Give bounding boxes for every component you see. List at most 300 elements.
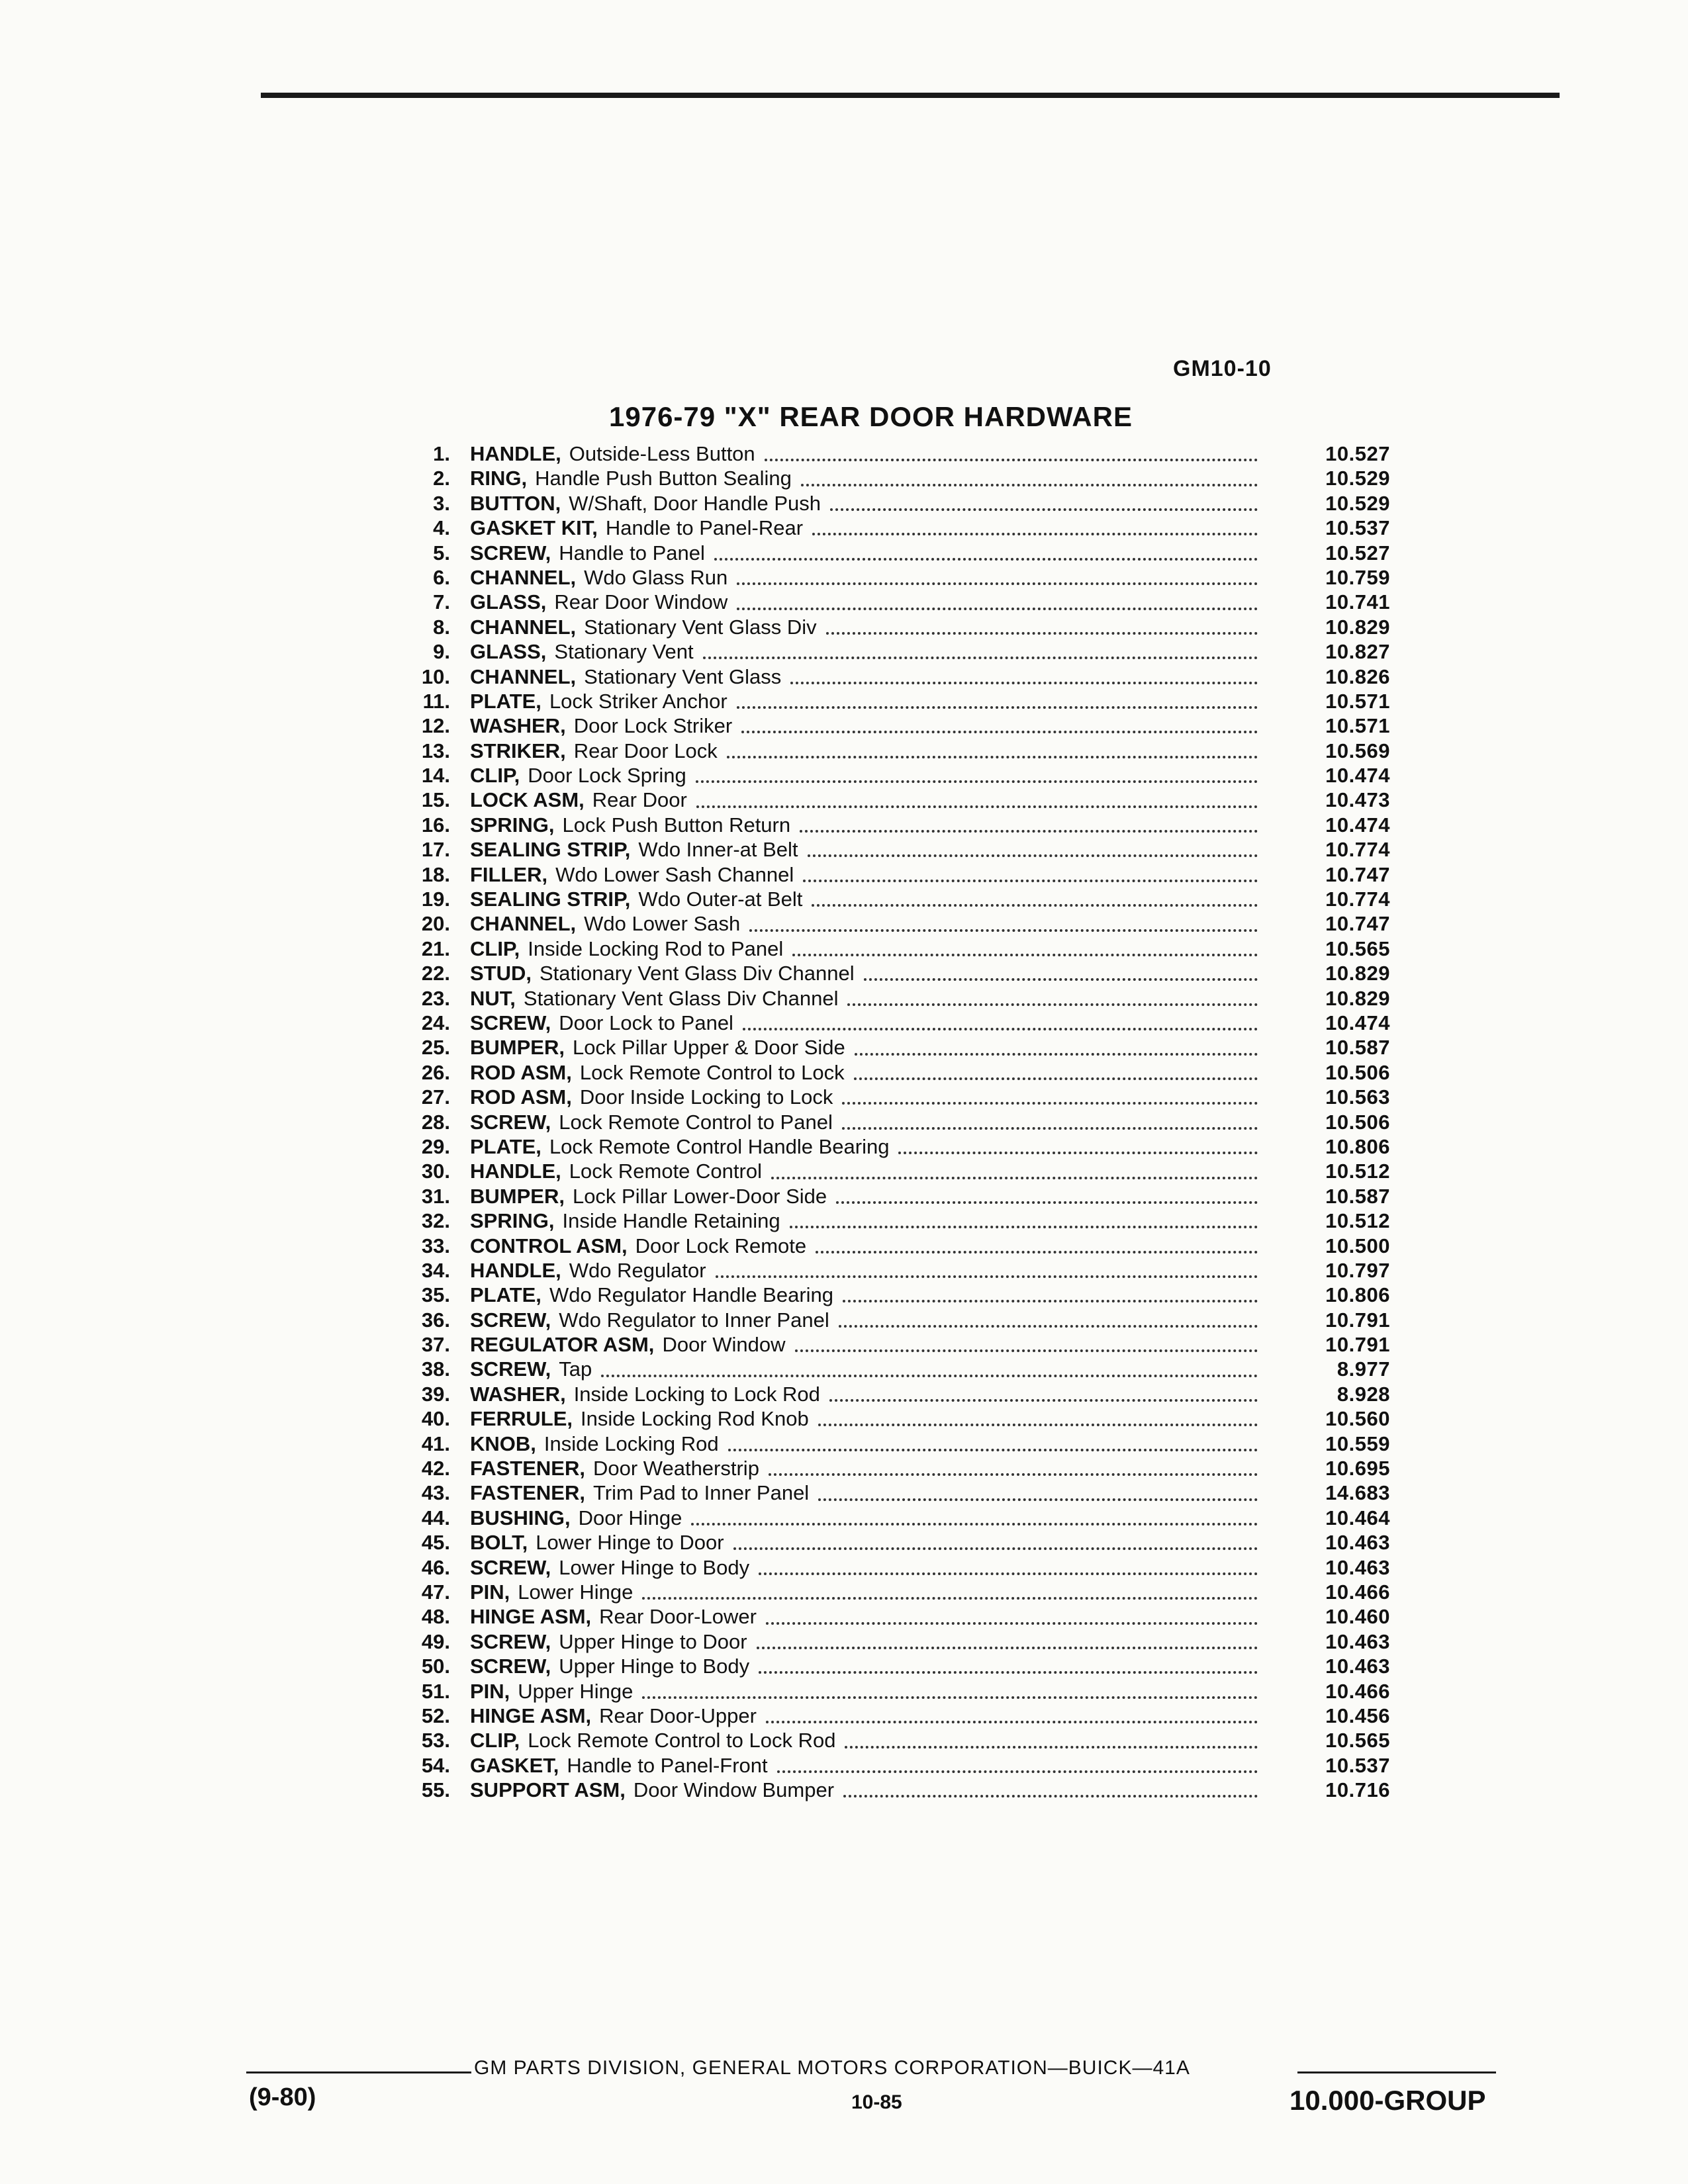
- item-description: Door Lock Striker: [573, 714, 733, 738]
- item-number: 48.: [421, 1605, 450, 1629]
- footer-date: (9-80): [249, 2083, 316, 2111]
- section-code: GM10-10: [1173, 356, 1272, 381]
- item-reference: 10.527: [1325, 442, 1390, 465]
- dot-leader: [795, 1349, 1258, 1352]
- dot-leader: [601, 1374, 1258, 1377]
- item-reference: 10.571: [1325, 689, 1390, 713]
- list-item: [397, 1531, 1390, 1555]
- item-description: Wdo Regulator Handle Bearing: [549, 1283, 834, 1307]
- dot-leader: [829, 1398, 1258, 1402]
- item-name: CHANNEL,: [470, 664, 577, 688]
- item-description: Handle Push Button Sealing: [535, 467, 792, 490]
- list-item: [397, 690, 1390, 714]
- item-description: Wdo Inner-at Belt: [638, 838, 798, 862]
- item-number: 22.: [421, 962, 450, 985]
- item-description: Lock Striker Anchor: [549, 689, 727, 713]
- item-name: LOCK ASM,: [470, 788, 585, 812]
- item-name: BUMPER,: [470, 1036, 565, 1060]
- item-number: 38.: [421, 1357, 450, 1381]
- item-reference: 10.563: [1325, 1085, 1390, 1109]
- item-reference: 10.529: [1325, 467, 1390, 490]
- item-description: Lock Push Button Return: [562, 813, 791, 837]
- list-item: [397, 1259, 1390, 1283]
- list-item: [397, 640, 1390, 664]
- dot-leader: [803, 879, 1258, 882]
- dot-leader: [792, 953, 1258, 956]
- list-item: [397, 1556, 1390, 1580]
- item-name: FASTENER,: [470, 1457, 585, 1480]
- dot-leader: [818, 1498, 1258, 1501]
- item-name: KNOB,: [470, 1432, 536, 1455]
- item-description: Lock Pillar Upper & Door Side: [572, 1036, 845, 1060]
- list-item: [397, 1432, 1390, 1457]
- item-name: NUT,: [470, 986, 516, 1010]
- dot-leader: [749, 929, 1258, 932]
- dot-leader: [812, 532, 1258, 535]
- item-name: RING,: [470, 467, 528, 490]
- item-name: HANDLE,: [470, 1258, 561, 1282]
- dot-leader: [812, 903, 1258, 907]
- dot-leader: [696, 805, 1258, 808]
- dot-leader: [839, 1324, 1258, 1328]
- dot-leader: [790, 681, 1258, 684]
- item-number: 19.: [421, 887, 450, 911]
- item-reference: 10.537: [1325, 516, 1390, 540]
- item-name: BUMPER,: [470, 1184, 565, 1208]
- item-name: WASHER,: [470, 1382, 566, 1406]
- item-reference: 10.500: [1325, 1234, 1390, 1257]
- list-item: [397, 1506, 1390, 1531]
- dot-leader: [766, 1621, 1258, 1625]
- item-description: Inside Locking to Lock Rod: [573, 1382, 820, 1406]
- list-item: [397, 1754, 1390, 1778]
- item-reference: 10.826: [1325, 664, 1390, 688]
- item-reference: 10.797: [1325, 1258, 1390, 1282]
- item-number: 31.: [421, 1184, 450, 1208]
- dot-leader: [737, 582, 1258, 585]
- item-description: Door Lock Remote: [635, 1234, 807, 1257]
- item-number: 26.: [421, 1060, 450, 1084]
- dot-leader: [854, 1077, 1258, 1080]
- list-item: [397, 1680, 1390, 1704]
- item-reference: 8.977: [1336, 1357, 1390, 1381]
- dot-leader: [830, 508, 1258, 511]
- item-reference: 10.695: [1325, 1457, 1390, 1480]
- list-item: [397, 1061, 1390, 1085]
- list-item: [397, 1481, 1390, 1506]
- list-item: [397, 887, 1390, 912]
- item-description: Inside Locking Rod Knob: [581, 1407, 809, 1431]
- item-name: SUPPORT ASM,: [470, 1778, 626, 1802]
- item-number: 30.: [421, 1160, 450, 1183]
- item-description: Wdo Regulator: [569, 1258, 706, 1282]
- item-description: Handle to Panel-Rear: [605, 516, 804, 540]
- item-name: ROD ASM,: [470, 1085, 572, 1109]
- item-reference: 10.466: [1325, 1580, 1390, 1604]
- dot-leader: [766, 1720, 1258, 1723]
- item-reference: 10.474: [1325, 764, 1390, 788]
- dot-leader: [836, 1201, 1258, 1204]
- item-reference: 10.460: [1325, 1605, 1390, 1629]
- item-name: PLATE,: [470, 1283, 541, 1307]
- item-reference: 10.829: [1325, 986, 1390, 1010]
- dot-leader: [800, 829, 1258, 833]
- item-number: 17.: [421, 838, 450, 862]
- item-reference: 10.560: [1325, 1407, 1390, 1431]
- item-name: SPRING,: [470, 813, 555, 837]
- list-item: [397, 1778, 1390, 1803]
- item-reference: 10.827: [1325, 640, 1390, 664]
- dot-leader: [703, 656, 1258, 659]
- item-name: BOLT,: [470, 1531, 528, 1555]
- item-description: Lock Remote Control Handle Bearing: [549, 1134, 890, 1158]
- dot-leader: [847, 1003, 1258, 1006]
- list-item: [397, 962, 1390, 986]
- item-number: 11.: [422, 689, 450, 713]
- item-number: 49.: [421, 1629, 450, 1653]
- item-name: SCREW,: [470, 1110, 551, 1134]
- list-item: [397, 1605, 1390, 1629]
- dot-leader: [843, 1299, 1258, 1302]
- list-item: [397, 1357, 1390, 1382]
- list-item: [397, 1457, 1390, 1481]
- item-number: 34.: [421, 1258, 450, 1282]
- item-name: SCREW,: [470, 541, 551, 565]
- list-item: [397, 467, 1390, 491]
- item-description: Lock Remote Control to Lock Rod: [528, 1729, 836, 1752]
- item-name: PIN,: [470, 1580, 510, 1604]
- item-description: Door Hinge: [578, 1506, 682, 1529]
- item-reference: 10.806: [1325, 1283, 1390, 1307]
- item-name: PIN,: [470, 1679, 510, 1703]
- item-number: 47.: [421, 1580, 450, 1604]
- item-number: 53.: [421, 1729, 450, 1752]
- list-item: [397, 764, 1390, 788]
- dot-leader: [808, 854, 1258, 857]
- item-reference: 10.774: [1325, 838, 1390, 862]
- list-item: [397, 566, 1390, 590]
- dot-leader: [737, 607, 1258, 610]
- list-item: [397, 1704, 1390, 1729]
- item-number: 15.: [421, 788, 450, 812]
- dot-leader: [691, 1522, 1258, 1525]
- dot-leader: [743, 1027, 1258, 1030]
- list-item: [397, 442, 1390, 467]
- item-reference: 10.463: [1325, 1555, 1390, 1579]
- dot-leader: [864, 978, 1258, 981]
- item-reference: 10.463: [1325, 1655, 1390, 1678]
- list-item: [397, 1135, 1390, 1160]
- item-name: CLIP,: [470, 764, 520, 788]
- item-number: 35.: [421, 1283, 450, 1307]
- dot-leader: [818, 1423, 1258, 1426]
- item-name: GASKET KIT,: [470, 516, 598, 540]
- item-description: Rear Door Lock: [573, 739, 718, 762]
- item-description: Handle to Panel: [559, 541, 705, 565]
- dot-leader: [737, 705, 1258, 709]
- item-description: Stationary Vent Glass Div Channel: [523, 986, 839, 1010]
- dot-leader: [898, 1151, 1258, 1154]
- dot-leader: [842, 1101, 1258, 1105]
- item-description: Upper Hinge to Body: [559, 1655, 750, 1678]
- item-number: 18.: [421, 862, 450, 886]
- item-description: Wdo Lower Sash Channel: [555, 862, 794, 886]
- list-item: [397, 714, 1390, 739]
- item-name: SCREW,: [470, 1629, 551, 1653]
- item-name: REGULATOR ASM,: [470, 1333, 655, 1357]
- dot-leader: [790, 1225, 1258, 1228]
- footer-division: GM PARTS DIVISION, GENERAL MOTORS CORPORATION—BUICK—41A: [474, 2057, 1190, 2079]
- item-number: 25.: [421, 1036, 450, 1060]
- item-reference: 10.565: [1325, 936, 1390, 960]
- item-description: Lock Pillar Lower-Door Side: [572, 1184, 827, 1208]
- item-name: SCREW,: [470, 1357, 551, 1381]
- item-name: CLIP,: [470, 936, 520, 960]
- list-item: [397, 1630, 1390, 1655]
- item-description: Door Window: [662, 1333, 786, 1357]
- item-number: 41.: [421, 1432, 450, 1455]
- item-description: Rear Door-Upper: [599, 1704, 757, 1727]
- item-reference: 10.774: [1325, 887, 1390, 911]
- item-reference: 10.466: [1325, 1679, 1390, 1703]
- item-reference: 10.829: [1325, 962, 1390, 985]
- dot-leader: [777, 1770, 1258, 1773]
- item-reference: 10.569: [1325, 739, 1390, 762]
- item-reference: 10.537: [1325, 1753, 1390, 1777]
- item-number: 6.: [433, 565, 450, 589]
- item-description: Door Inside Locking to Lock: [579, 1085, 833, 1109]
- item-name: ROD ASM,: [470, 1060, 572, 1084]
- item-name: HANDLE,: [470, 1160, 561, 1183]
- dot-leader: [816, 1250, 1258, 1253]
- parts-list: [397, 442, 1390, 1803]
- item-reference: 10.559: [1325, 1432, 1390, 1455]
- item-description: Inside Locking Rod: [543, 1432, 719, 1455]
- item-reference: 10.747: [1325, 912, 1390, 936]
- item-description: Upper Hinge: [518, 1679, 633, 1703]
- item-reference: 10.474: [1325, 1011, 1390, 1034]
- item-number: 13.: [421, 739, 450, 762]
- footer-page-number: 10-85: [851, 2091, 902, 2113]
- item-name: GLASS,: [470, 590, 547, 614]
- top-rule: [261, 93, 1560, 98]
- item-number: 51.: [421, 1679, 450, 1703]
- item-reference: 10.506: [1325, 1110, 1390, 1134]
- item-description: Stationary Vent Glass: [584, 664, 782, 688]
- item-name: SCREW,: [470, 1011, 551, 1034]
- item-description: Rear Door-Lower: [599, 1605, 757, 1629]
- list-item: [397, 1580, 1390, 1605]
- list-item: [397, 813, 1390, 838]
- item-description: Handle to Panel-Front: [567, 1753, 768, 1777]
- item-number: 50.: [421, 1655, 450, 1678]
- item-reference: 10.474: [1325, 813, 1390, 837]
- item-name: CONTROL ASM,: [470, 1234, 628, 1257]
- item-description: Lock Remote Control to Panel: [559, 1110, 833, 1134]
- item-description: Lower Hinge: [518, 1580, 633, 1604]
- item-name: SEALING STRIP,: [470, 838, 631, 862]
- item-description: Door Weatherstrip: [592, 1457, 759, 1480]
- item-reference: 10.716: [1325, 1778, 1390, 1802]
- item-number: 9.: [433, 640, 450, 664]
- item-reference: 10.464: [1325, 1506, 1390, 1529]
- item-reference: 10.527: [1325, 541, 1390, 565]
- list-item: [397, 516, 1390, 541]
- item-number: 5.: [433, 541, 450, 565]
- dot-leader: [771, 1176, 1258, 1179]
- dot-leader: [845, 1745, 1258, 1749]
- item-number: 2.: [433, 467, 450, 490]
- item-name: BUTTON,: [470, 491, 561, 515]
- item-number: 7.: [433, 590, 450, 614]
- list-item: [397, 1160, 1390, 1184]
- item-number: 40.: [421, 1407, 450, 1431]
- item-name: SPRING,: [470, 1209, 555, 1233]
- dot-leader: [769, 1473, 1258, 1476]
- item-reference: 10.741: [1325, 590, 1390, 614]
- item-name: HINGE ASM,: [470, 1704, 592, 1727]
- item-name: STRIKER,: [470, 739, 566, 762]
- item-number: 37.: [421, 1333, 450, 1357]
- footer-group: 10.000-GROUP: [1289, 2085, 1486, 2116]
- item-name: SEALING STRIP,: [470, 887, 631, 911]
- item-name: PLATE,: [470, 1134, 541, 1158]
- item-reference: 10.463: [1325, 1531, 1390, 1555]
- list-item: [397, 492, 1390, 516]
- item-description: Stationary Vent: [554, 640, 694, 664]
- item-description: Door Window Bumper: [633, 1778, 835, 1802]
- item-number: 45.: [421, 1531, 450, 1555]
- item-name: WASHER,: [470, 714, 566, 738]
- item-name: GASKET,: [470, 1753, 559, 1777]
- item-name: FASTENER,: [470, 1481, 585, 1505]
- item-number: 1.: [433, 442, 450, 465]
- item-reference: 10.565: [1325, 1729, 1390, 1752]
- list-item: [397, 863, 1390, 887]
- item-reference: 10.791: [1325, 1308, 1390, 1332]
- item-reference: 10.473: [1325, 788, 1390, 812]
- item-description: Lock Remote Control: [569, 1160, 762, 1183]
- item-reference: 10.512: [1325, 1160, 1390, 1183]
- item-name: HANDLE,: [470, 442, 561, 465]
- item-number: 3.: [433, 491, 450, 515]
- item-number: 46.: [421, 1555, 450, 1579]
- item-name: BUSHING,: [470, 1506, 571, 1529]
- item-number: 27.: [421, 1085, 450, 1109]
- item-description: Upper Hinge to Door: [559, 1629, 747, 1653]
- list-item: [397, 1011, 1390, 1036]
- list-item: [397, 1085, 1390, 1110]
- item-reference: 10.791: [1325, 1333, 1390, 1357]
- item-description: Inside Handle Retaining: [562, 1209, 780, 1233]
- item-name: FERRULE,: [470, 1407, 573, 1431]
- list-item: [397, 665, 1390, 690]
- item-number: 36.: [421, 1308, 450, 1332]
- item-description: Rear Door: [592, 788, 687, 812]
- footer-rule-left: [246, 2071, 471, 2073]
- item-reference: 10.571: [1325, 714, 1390, 738]
- item-description: Lower Hinge to Door: [536, 1531, 724, 1555]
- item-description: Inside Locking Rod to Panel: [528, 936, 784, 960]
- list-item: [397, 1234, 1390, 1259]
- item-reference: 10.587: [1325, 1184, 1390, 1208]
- item-name: FILLER,: [470, 862, 548, 886]
- item-number: 4.: [433, 516, 450, 540]
- item-name: SCREW,: [470, 1555, 551, 1579]
- item-description: Trim Pad to Inner Panel: [592, 1481, 810, 1505]
- dot-leader: [696, 780, 1258, 783]
- dot-leader: [759, 1670, 1258, 1674]
- item-reference: 10.806: [1325, 1134, 1390, 1158]
- item-number: 43.: [421, 1481, 450, 1505]
- item-description: Stationary Vent Glass Div: [584, 615, 817, 639]
- item-description: Lock Remote Control to Lock: [579, 1060, 845, 1084]
- item-number: 10.: [421, 664, 450, 688]
- item-number: 33.: [421, 1234, 450, 1257]
- list-item: [397, 987, 1390, 1011]
- item-number: 42.: [421, 1457, 450, 1480]
- list-item: [397, 1111, 1390, 1135]
- dot-leader: [642, 1696, 1258, 1699]
- item-name: CHANNEL,: [470, 912, 577, 936]
- item-description: Wdo Lower Sash: [584, 912, 741, 936]
- item-description: Lower Hinge to Body: [559, 1555, 750, 1579]
- item-description: Wdo Outer-at Belt: [638, 887, 803, 911]
- dot-leader: [727, 755, 1258, 758]
- list-item: [397, 1729, 1390, 1753]
- item-name: CHANNEL,: [470, 615, 577, 639]
- item-number: 16.: [421, 813, 450, 837]
- item-number: 55.: [421, 1778, 450, 1802]
- footer-rule-right: [1297, 2071, 1496, 2073]
- item-number: 21.: [421, 936, 450, 960]
- item-number: 28.: [421, 1110, 450, 1134]
- dot-leader: [842, 1126, 1258, 1130]
- list-item: [397, 590, 1390, 615]
- item-description: Door Lock Spring: [528, 764, 686, 788]
- item-number: 44.: [421, 1506, 450, 1529]
- item-name: SCREW,: [470, 1655, 551, 1678]
- dot-leader: [801, 483, 1258, 486]
- dot-leader: [757, 1646, 1258, 1649]
- dot-leader: [843, 1794, 1258, 1797]
- item-name: CHANNEL,: [470, 565, 577, 589]
- list-item: [397, 912, 1390, 936]
- item-description: Rear Door Window: [554, 590, 728, 614]
- item-name: PLATE,: [470, 689, 541, 713]
- item-number: 8.: [433, 615, 450, 639]
- item-reference: 8.928: [1336, 1382, 1390, 1406]
- item-description: W/Shaft, Door Handle Push: [569, 491, 821, 515]
- item-number: 20.: [421, 912, 450, 936]
- dot-leader: [741, 730, 1258, 733]
- list-item: [397, 1283, 1390, 1308]
- item-reference: 10.529: [1325, 491, 1390, 515]
- dot-leader: [855, 1052, 1258, 1056]
- list-item: [397, 1383, 1390, 1407]
- dot-leader: [728, 1448, 1258, 1451]
- item-name: SCREW,: [470, 1308, 551, 1332]
- item-reference: 10.506: [1325, 1060, 1390, 1084]
- item-reference: 10.829: [1325, 615, 1390, 639]
- list-item: [397, 838, 1390, 862]
- dot-leader: [765, 458, 1258, 461]
- dot-leader: [733, 1547, 1258, 1550]
- item-reference: 10.587: [1325, 1036, 1390, 1060]
- item-description: Tap: [559, 1357, 592, 1381]
- item-name: CLIP,: [470, 1729, 520, 1752]
- list-item: [397, 1655, 1390, 1679]
